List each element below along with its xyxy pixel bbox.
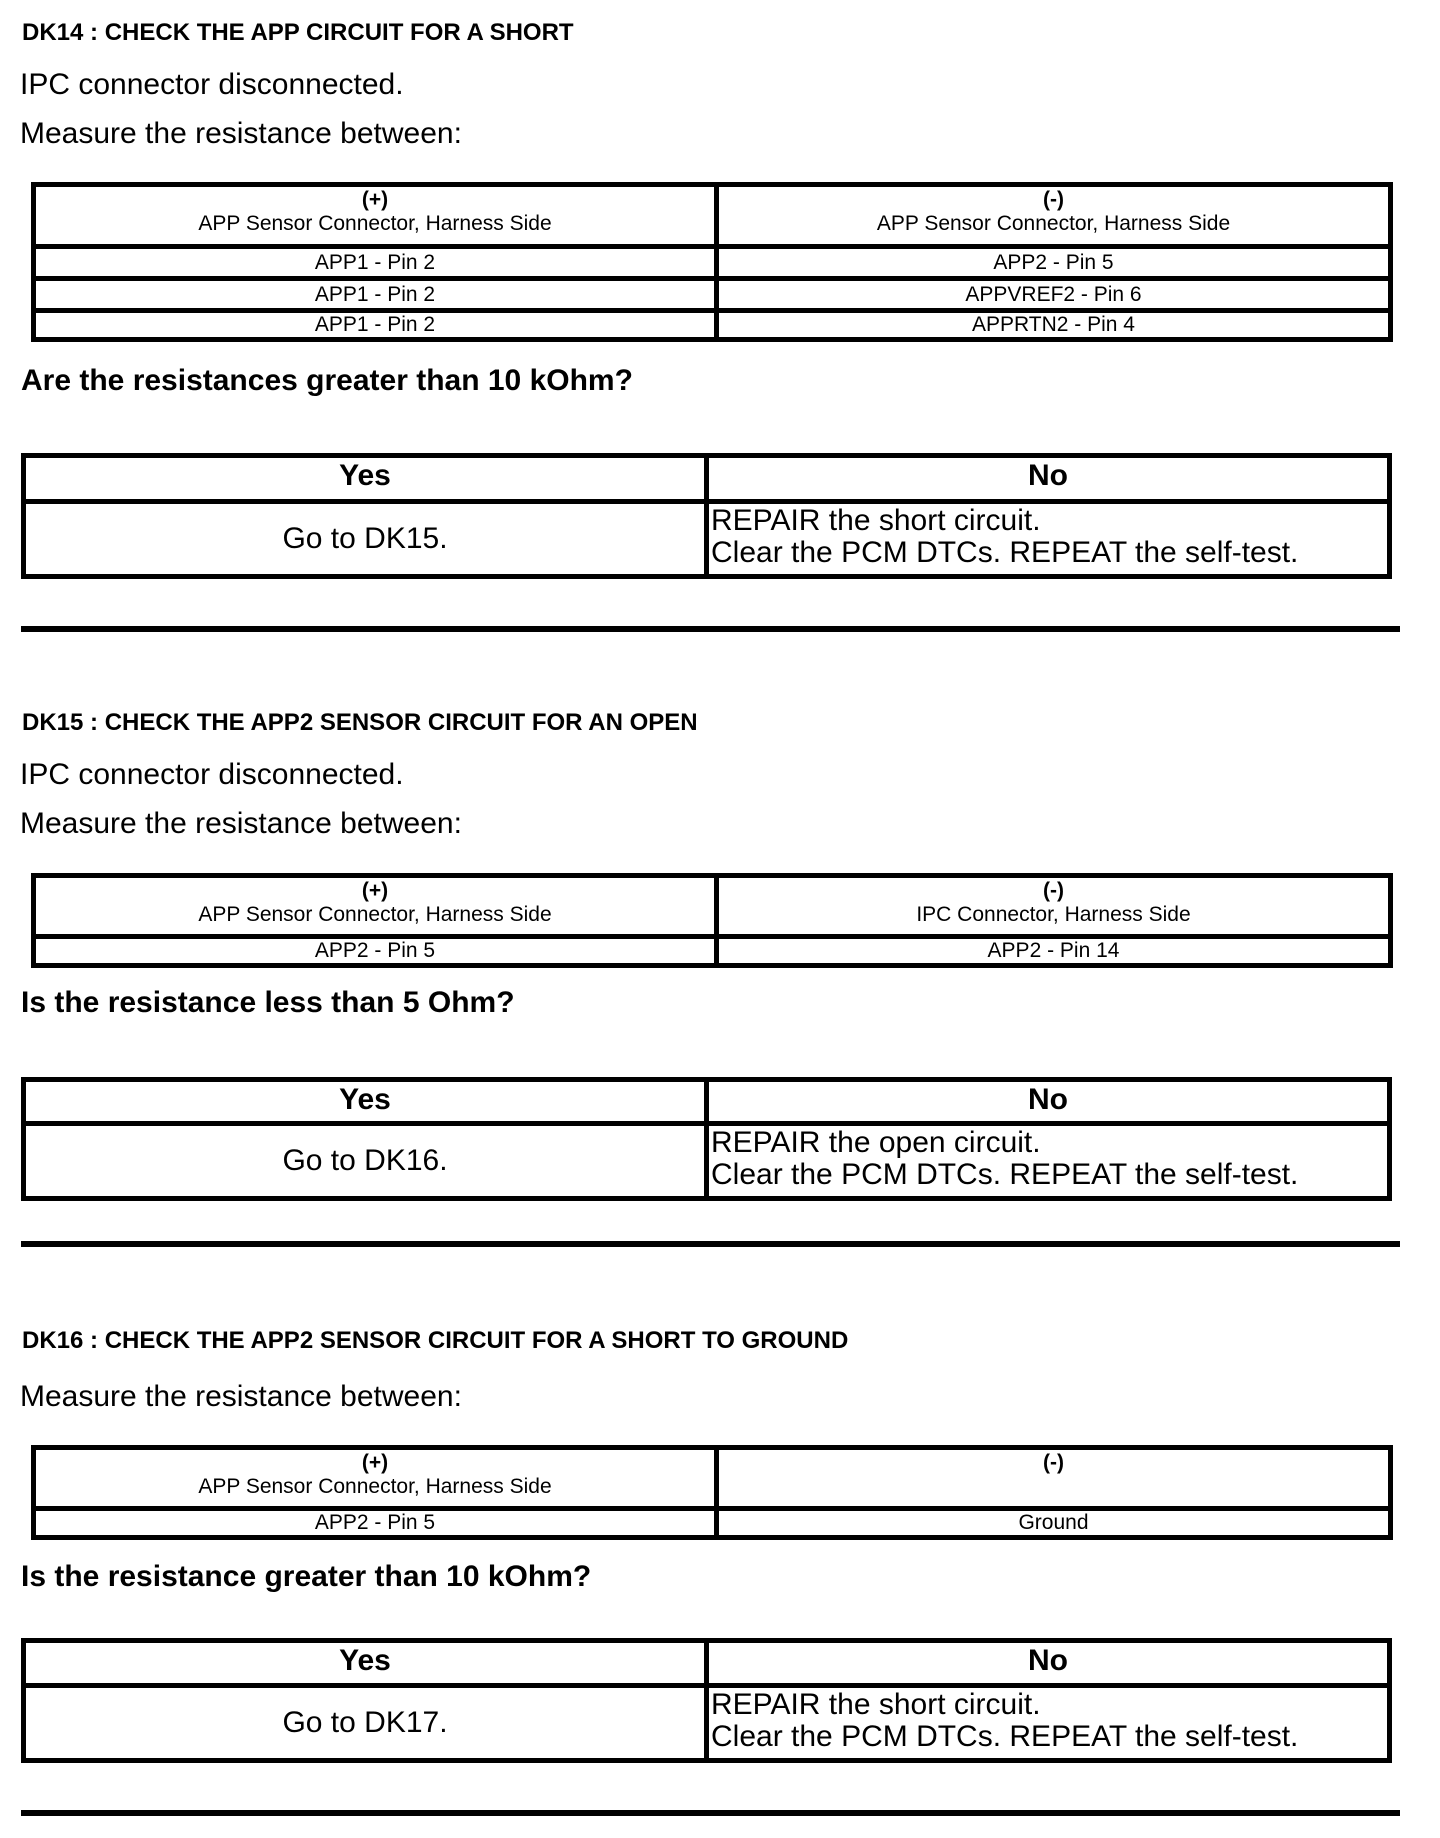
question-text: Are the resistances greater than 10 kOhm? <box>21 364 633 397</box>
step-title-dk16: DK16 : CHECK THE APP2 SENSOR CIRCUIT FOR A SHORT TO GROUND <box>22 1327 849 1354</box>
yes-action: Go to DK16. <box>26 1126 709 1196</box>
result-body-row <box>26 1683 1387 1758</box>
negative-sign: (-) <box>1043 879 1064 902</box>
section-divider <box>21 626 1400 632</box>
negative-pin-cell: APP2 - Pin 5 <box>993 250 1114 274</box>
step-title-dk14: DK14 : CHECK THE APP CIRCUIT FOR A SHORT <box>22 19 574 46</box>
table-row <box>36 1506 1388 1535</box>
negative-pin-cell: APPRTN2 - Pin 4 <box>971 313 1135 336</box>
table-row <box>36 244 1388 276</box>
result-table <box>21 1638 1392 1763</box>
no-action <box>709 504 1387 574</box>
positive-lead-label: APP Sensor Connector, Harness Side <box>198 212 552 235</box>
negative-pin-cell: APPVREF2 - Pin 6 <box>965 282 1142 306</box>
no-action <box>709 1688 1387 1758</box>
no-action-line: Clear the PCM DTCs. REPEAT the self-test. <box>711 1158 1299 1191</box>
positive-pin-cell: APP1 - Pin 2 <box>36 281 719 308</box>
instruction-text: Measure the resistance between: <box>20 117 462 150</box>
positive-lead-header <box>36 1450 719 1506</box>
measurement-table <box>31 182 1393 342</box>
instruction-text: Measure the resistance between: <box>20 807 462 840</box>
positive-sign: (+) <box>361 1451 389 1474</box>
instruction-text: Measure the resistance between: <box>20 1380 462 1413</box>
table-row <box>36 934 1388 963</box>
negative-lead-header <box>719 187 1388 244</box>
question-text: Is the resistance less than 5 Ohm? <box>21 986 515 1019</box>
negative-lead-header <box>719 1450 1388 1506</box>
step-title-dk15: DK15 : CHECK THE APP2 SENSOR CIRCUIT FOR AN OPEN <box>22 709 698 736</box>
yes-action: Go to DK15. <box>26 504 709 574</box>
precondition-text: IPC connector disconnected. <box>20 758 404 791</box>
table-header-row <box>36 878 1388 934</box>
no-action-line: Clear the PCM DTCs. REPEAT the self-test. <box>711 1720 1299 1753</box>
no-header: No <box>1028 459 1068 492</box>
measurement-table <box>31 1445 1393 1540</box>
negative-sign: (-) <box>1043 1451 1064 1474</box>
yes-header: Yes <box>26 1643 709 1683</box>
precondition-text: IPC connector disconnected. <box>20 68 404 101</box>
table-row <box>36 308 1388 337</box>
negative-lead-label: IPC Connector, Harness Side <box>916 903 1191 926</box>
negative-lead-label: APP Sensor Connector, Harness Side <box>876 212 1231 235</box>
section-divider <box>21 1241 1400 1247</box>
result-header-row <box>26 1643 1387 1683</box>
positive-sign: (+) <box>361 879 389 902</box>
no-action-line: REPAIR the open circuit. <box>711 1126 1041 1159</box>
positive-lead-header <box>36 187 719 244</box>
no-header: No <box>1028 1083 1068 1116</box>
negative-pin-cell: Ground <box>1018 1511 1089 1534</box>
positive-pin-cell: APP1 - Pin 2 <box>36 313 719 337</box>
measurement-table <box>31 873 1393 968</box>
no-action-line: Clear the PCM DTCs. REPEAT the self-test. <box>711 536 1299 569</box>
no-header: No <box>1028 1644 1068 1677</box>
no-action-line: REPAIR the short circuit. <box>711 1688 1041 1721</box>
table-header-row <box>36 187 1388 244</box>
result-body-row <box>26 1121 1387 1196</box>
result-body-row <box>26 499 1387 574</box>
negative-lead-header <box>719 878 1388 934</box>
positive-pin-cell: APP2 - Pin 5 <box>36 939 719 963</box>
result-table <box>21 453 1392 579</box>
table-row <box>36 276 1388 308</box>
result-table <box>21 1077 1392 1201</box>
positive-pin-cell: APP1 - Pin 2 <box>36 249 719 276</box>
yes-header: Yes <box>26 1082 709 1121</box>
positive-lead-header <box>36 878 719 934</box>
positive-pin-cell: APP2 - Pin 5 <box>36 1511 719 1535</box>
question-text: Is the resistance greater than 10 kOhm? <box>21 1560 592 1593</box>
table-header-row <box>36 1450 1388 1506</box>
yes-header: Yes <box>26 458 709 499</box>
negative-pin-cell: APP2 - Pin 14 <box>987 939 1120 962</box>
positive-sign: (+) <box>361 188 389 211</box>
yes-action: Go to DK17. <box>26 1688 709 1758</box>
result-header-row <box>26 1082 1387 1121</box>
positive-lead-label: APP Sensor Connector, Harness Side <box>198 903 552 926</box>
negative-sign: (-) <box>1043 188 1064 211</box>
no-action-line: REPAIR the short circuit. <box>711 504 1041 537</box>
no-action <box>709 1126 1387 1196</box>
section-divider <box>21 1810 1400 1816</box>
result-header-row <box>26 458 1387 499</box>
positive-lead-label: APP Sensor Connector, Harness Side <box>198 1475 552 1498</box>
